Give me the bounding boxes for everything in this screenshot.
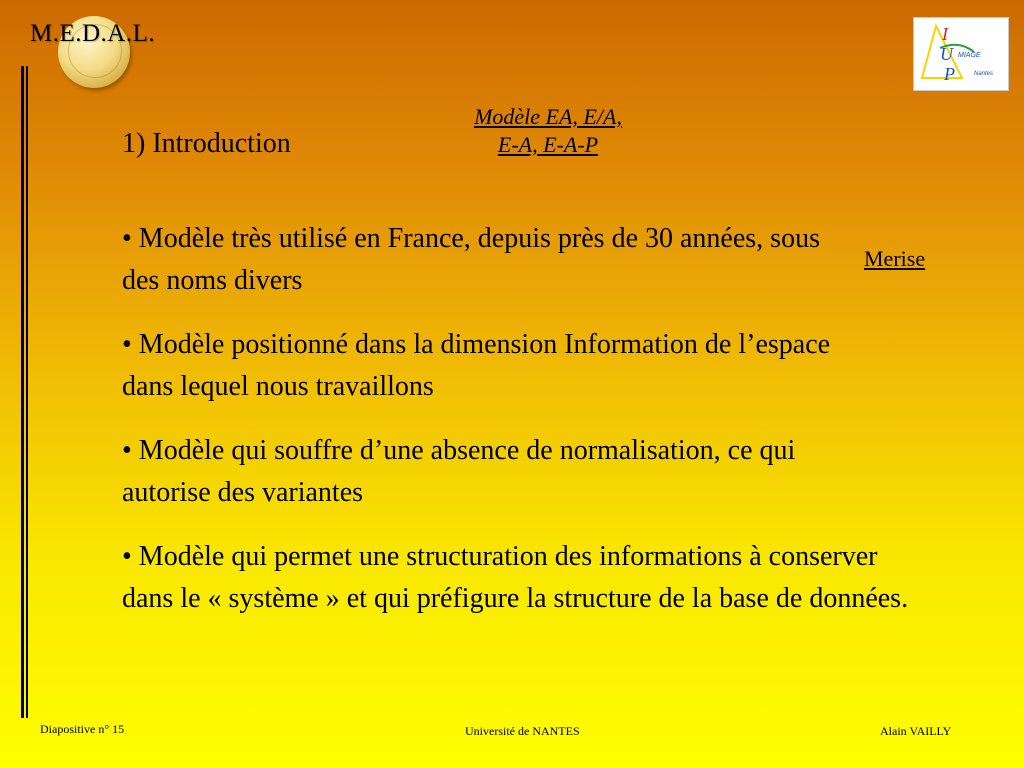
left-vertical-rule xyxy=(21,66,24,718)
model-ea-link-line1[interactable]: Modèle EA, E/A, xyxy=(474,104,622,129)
model-ea-link-line2[interactable]: E-A, E-A-P xyxy=(497,132,599,157)
logo-letter-u: U xyxy=(940,44,953,64)
logo-word-nantes: Nantes xyxy=(974,71,994,77)
footer-university: Université de NANTES xyxy=(465,724,580,738)
left-vertical-rule-thin xyxy=(26,66,28,718)
bullet-item: • Modèle qui permet une structuration des informations à conserver dans le « système » et qui préfigure la structure de la base de données. xyxy=(122,541,909,614)
iup-miage-logo xyxy=(913,17,1009,91)
logo-letter-p: P xyxy=(944,64,955,84)
footer-author: Alain VAILLY xyxy=(880,724,952,738)
bullet-list xyxy=(122,218,922,620)
model-ea-link[interactable] xyxy=(440,103,656,159)
bullet-item: • Modèle qui souffre d’une absence de normalisation, ce qui autorise des variantes xyxy=(122,435,796,508)
medal-title: M.E.D.A.L. xyxy=(30,20,156,47)
logo-letter-i: I xyxy=(942,24,948,44)
merise-link[interactable]: Merise xyxy=(864,246,926,271)
logo-word-miage: MIAGE xyxy=(958,52,981,59)
logo-graphic xyxy=(914,18,1008,90)
footer-slide-number: Diapositive n° 15 xyxy=(40,722,125,736)
bullet-item: • Modèle positionné dans la dimension Information de l’espace dans lequel nous travaillons xyxy=(122,329,831,402)
bullet-item: • Modèle très utilisé en France, depuis près de 30 années, sous des noms divers xyxy=(122,223,820,296)
section-title: 1) Introduction xyxy=(122,128,291,159)
